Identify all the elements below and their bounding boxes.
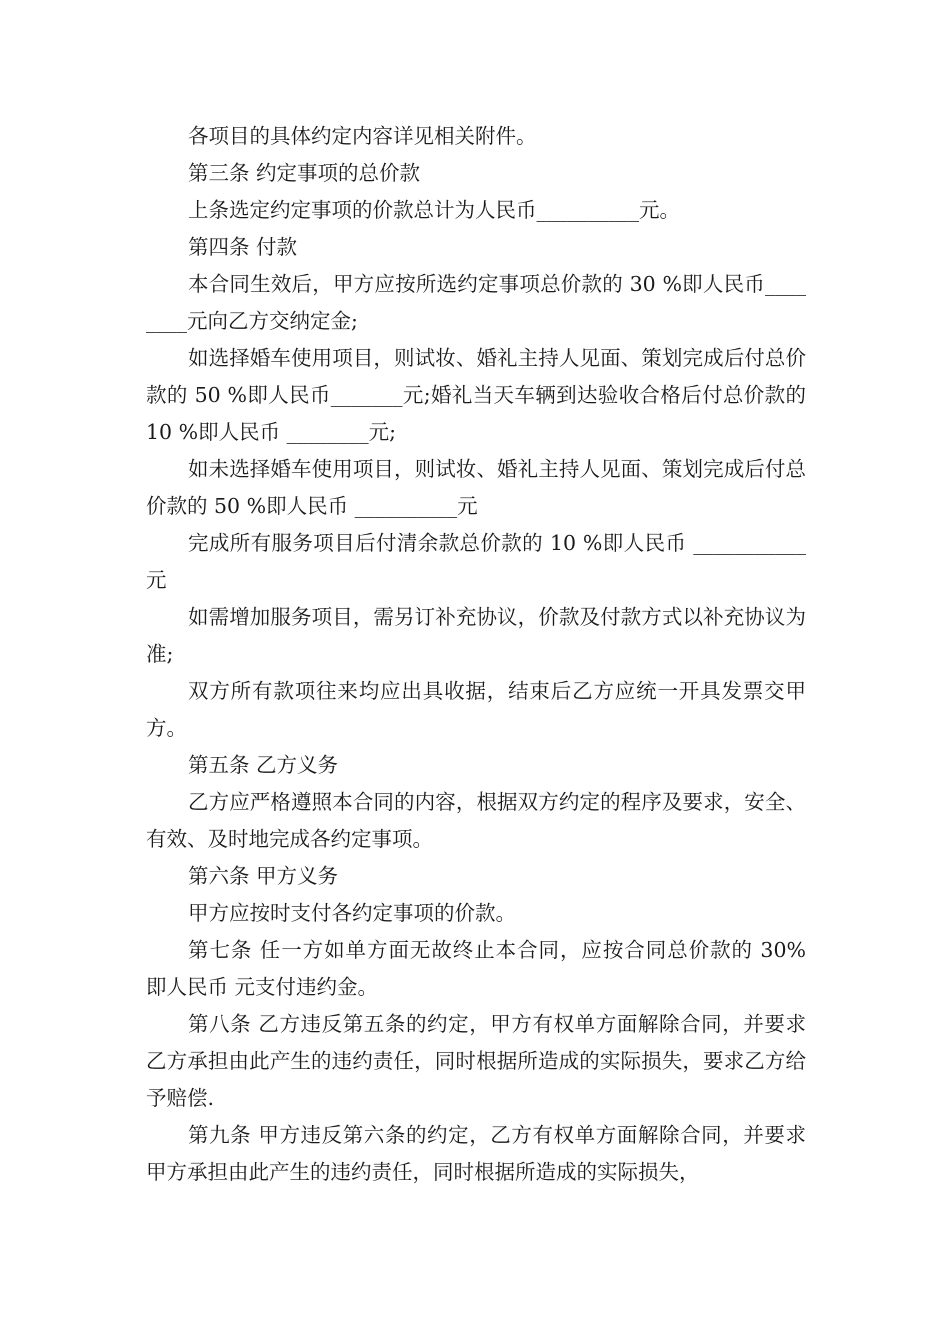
paragraph-total-price: 上条选定约定事项的价款总计为人民币__________元。 bbox=[188, 198, 680, 222]
paragraph-no-wedding-car-option: 如未选择婚车使用项目，则试妆、婚礼主持人见面、策划完成后付总价款的 50 %即人民币 __________元 bbox=[146, 457, 806, 518]
paragraph-article-8: 第八条 乙方违反第五条的约定，甲方有权单方面解除合同，并要求乙方承担由此产生的违约责任，同时根据所造成的实际损失，要求乙方给予赔偿. bbox=[146, 1012, 806, 1110]
paragraph-receipts: 双方所有款项往来均应出具收据，结束后乙方应统一开具发票交甲方。 bbox=[146, 679, 806, 740]
heading-article-4: 第四条 付款 bbox=[188, 235, 298, 259]
heading-article-3: 第三条 约定事项的总价款 bbox=[188, 161, 421, 185]
paragraph-additional-services: 如需增加服务项目，需另订补充协议，价款及付款方式以补充协议为准; bbox=[146, 605, 806, 666]
document-body bbox=[146, 118, 806, 1191]
paragraph-wedding-car-option: 如选择婚车使用项目，则试妆、婚礼主持人见面、策划完成后付总价款的 50 %即人民币_______元;婚礼当天车辆到达验收合格后付总价款的 10 %即人民币 ________元; bbox=[146, 346, 806, 444]
paragraph-article-7: 第七条 任一方如单方面无故终止本合同，应按合同总价款的 30% 即人民币 元支付违约金。 bbox=[146, 938, 806, 999]
paragraph-party-a-obligations: 甲方应按时支付各约定事项的价款。 bbox=[188, 901, 516, 925]
heading-article-5: 第五条 乙方义务 bbox=[188, 753, 339, 777]
paragraph-balance-payment: 完成所有服务项目后付清余款总价款的 10 %即人民币 ___________元 bbox=[146, 531, 806, 592]
paragraph-attachments-note: 各项目的具体约定内容详见相关附件。 bbox=[188, 124, 537, 148]
heading-article-6: 第六条 甲方义务 bbox=[188, 864, 339, 888]
paragraph-deposit: 本合同生效后，甲方应按所选约定事项总价款的 30 %即人民币________元向乙方交纳定金; bbox=[146, 272, 806, 333]
paragraph-party-b-obligations: 乙方应严格遵照本合同的内容，根据双方约定的程序及要求，安全、有效、及时地完成各约定事项。 bbox=[146, 790, 806, 851]
paragraph-article-9: 第九条 甲方违反第六条的约定，乙方有权单方面解除合同，并要求甲方承担由此产生的违约责任，同时根据所造成的实际损失， bbox=[146, 1123, 806, 1184]
